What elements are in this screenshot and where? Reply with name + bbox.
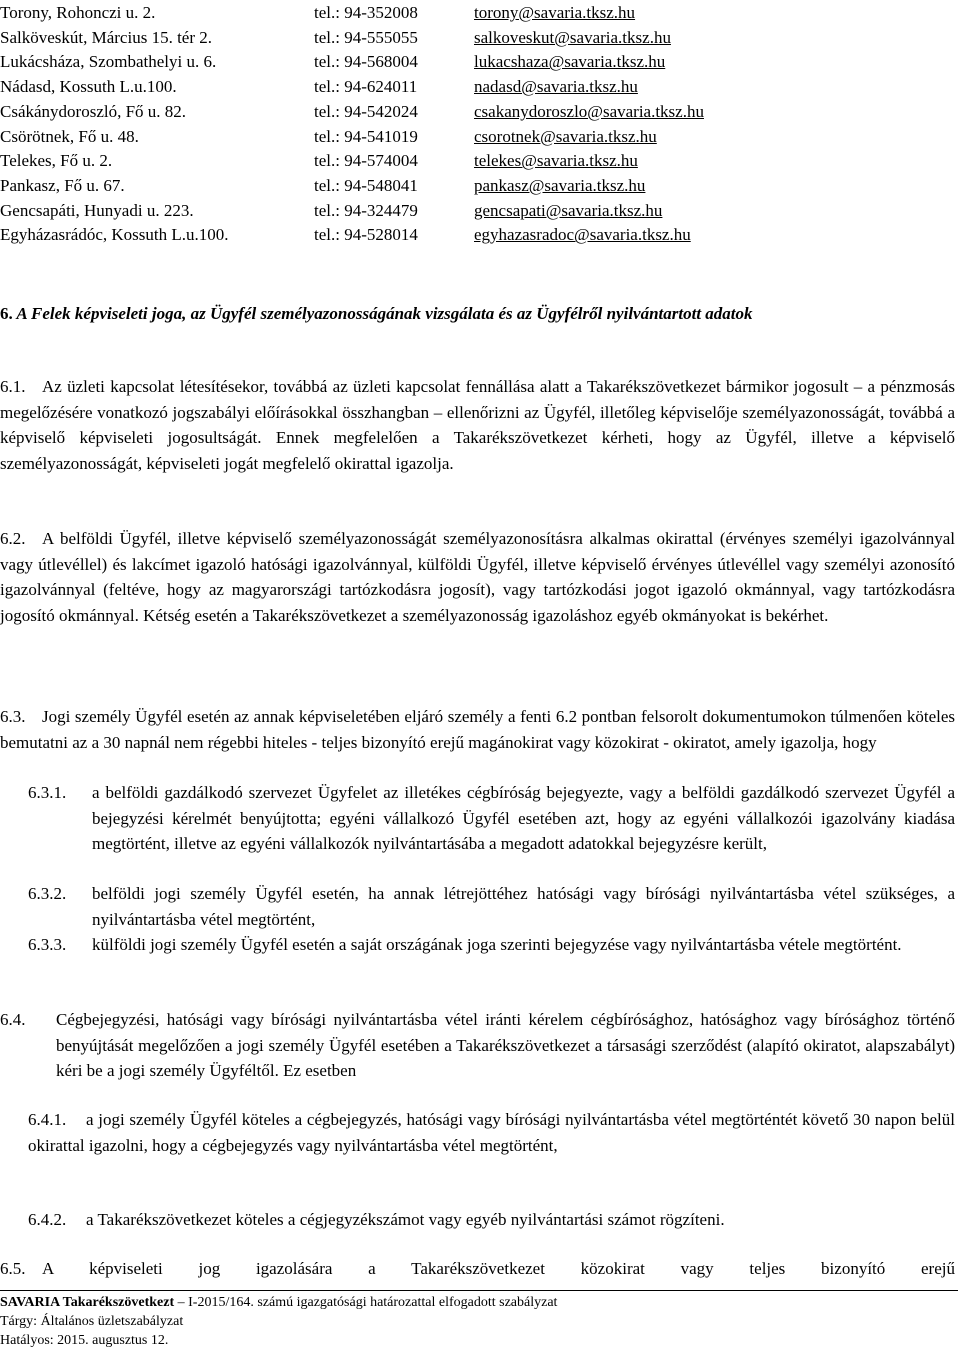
paragraph-number: 6.4. xyxy=(0,1010,26,1029)
paragraph-6-1 xyxy=(0,374,955,476)
page-footer xyxy=(0,1293,960,1350)
branch-email-link[interactable]: pankasz@savaria.tksz.hu xyxy=(474,175,646,195)
paragraph-number: 6.1. xyxy=(0,377,26,396)
section-title: A Felek képviseleti joga, az Ügyfél személyazonosságának vizsgálata és az Ügyfélről nyilvántartott adatok xyxy=(16,304,753,323)
branch-address: Pankasz, Fő u. 67. xyxy=(0,175,125,195)
branch-phone: tel.: 94-574004 xyxy=(314,151,418,171)
branch-phone: tel.: 94-324479 xyxy=(314,200,418,220)
paragraph-6-4-2 xyxy=(28,1207,955,1233)
paragraph-number: 6.3.2. xyxy=(28,884,67,903)
branch-email-link[interactable]: salkoveskut@savaria.tksz.hu xyxy=(474,27,671,47)
paragraph-6-3-3 xyxy=(28,932,955,958)
branch-address: Nádasd, Kossuth L.u.100. xyxy=(0,77,177,97)
branch-address: Csákánydoroszló, Fő u. 82. xyxy=(0,101,187,121)
branch-email-link[interactable]: gencsapati@savaria.tksz.hu xyxy=(474,200,663,220)
branch-phone: tel.: 94-548041 xyxy=(314,175,418,195)
branch-phone: tel.: 94-541019 xyxy=(314,126,418,146)
paragraph-6-3-1 xyxy=(28,780,955,857)
paragraph-6-2 xyxy=(0,526,955,628)
branch-phone: tel.: 94-542024 xyxy=(314,101,418,121)
section-heading xyxy=(0,302,955,326)
paragraph-number: 6.4.2. xyxy=(28,1210,67,1229)
branch-email-link[interactable]: egyhazasradoc@savaria.tksz.hu xyxy=(474,225,691,245)
paragraph-number: 6.4.1. xyxy=(28,1110,67,1129)
branch-phone: tel.: 94-555055 xyxy=(314,27,418,47)
paragraph-number: 6.3. xyxy=(0,707,26,726)
footer-subject: Tárgy: Általános üzletszabályzat xyxy=(0,1314,184,1329)
branch-address: Csörötnek, Fő u. 48. xyxy=(0,126,139,146)
branch-email-link[interactable]: csorotnek@savaria.tksz.hu xyxy=(474,126,657,146)
paragraph-text: Az üzleti kapcsolat létesítésekor, továbbá az üzleti kapcsolat fennállása alatt a Takarékszövetkezet bármikor jogosult – a pénzmosás megelőzésére vonatkozó jogszabályi előírásokkal összhangban – ellenőrizni az Ügyfél, illetőleg képviselője személyazonosságát, továbbá a képviselő képviseleti jogosultságát. Ennek megfelelően a Takarékszövetkezet kérheti, hogy az Ügyfél, illetve a képviselő személyazonosságát, képviseleti jogát megfelelő okirattal igazolja. xyxy=(0,377,955,473)
paragraph-number: 6.5. xyxy=(0,1259,26,1278)
paragraph-text: A belföldi Ügyfél, illetve képviselő személyazonosságát személyazonosításra alkalmas okirattal (érvényes személyi igazolvánnyal vagy útlevéllel) és lakcímet igazoló hatósági igazolvánnyal, külföldi Ügyfél, illetve képviselő érvényes útlevéllel vagy személyi azonosító igazolvánnyal (feltéve, hogy az magyarországi tartózkodásra jogosít), vagy tartózkodási jogot igazoló okmánnyal, vagy tartózkodásra jogosító okmánnyal. Kétség esetén a Takarékszövetkezet a személyazonosság igazoláshoz egyéb okmányokat is bekérhet. xyxy=(0,529,955,625)
branch-address: Gencsapáti, Hunyadi u. 223. xyxy=(0,200,194,220)
branch-address: Torony, Rohonczi u. 2. xyxy=(0,3,156,22)
paragraph-text: A képviseleti jog igazolására a Takarékszövetkezet közokirat vagy teljes bizonyító erejű xyxy=(42,1259,955,1278)
paragraph-6-4 xyxy=(0,1007,955,1084)
branch-phone: tel.: 94-624011 xyxy=(314,77,418,97)
branch-phone: tel.: 94-568004 xyxy=(314,52,418,72)
paragraph-text: a jogi személy Ügyfél köteles a cégbejegyzés, hatósági vagy bírósági nyilvántartásba vétel megtörténtét követő 30 napon belül okirattal igazolni, hogy a cégbejegyzés vagy nyilvántartásba vétel megtörtént, xyxy=(28,1110,955,1155)
paragraph-text: külföldi jogi személy Ügyfél esetén a saját országának joga szerinti bejegyzése vagy nyilvántartásba vétele megtörtént. xyxy=(92,935,902,954)
branch-email-link[interactable]: lukacshaza@savaria.tksz.hu xyxy=(474,52,666,72)
paragraph-text: belföldi jogi személy Ügyfél esetén, ha annak létrejöttéhez hatósági vagy bírósági nyilvántartásba vétel szükséges, a nyilvántartásba vétel megtörtént, xyxy=(92,884,955,929)
branch-email-link[interactable]: telekes@savaria.tksz.hu xyxy=(474,151,638,171)
branch-email-link[interactable]: torony@savaria.tksz.hu xyxy=(474,3,636,22)
footer-decision: – I-2015/164. számú igazgatósági határozattal elfogadott szabályzat xyxy=(174,1295,558,1310)
paragraph-6-3 xyxy=(0,704,955,755)
branch-address: Lukácsháza, Szombathelyi u. 6. xyxy=(0,52,217,72)
paragraph-number: 6.2. xyxy=(0,529,26,548)
footer-org: SAVARIA Takarékszövetkezt xyxy=(0,1295,175,1310)
paragraph-6-4-1 xyxy=(28,1107,955,1158)
paragraph-text: a belföldi gazdálkodó szervezet Ügyfelet az illetékes cégbíróság bejegyezte, vagy a belföldi gazdálkodó szervezet Ügyfél a bejegyzési kérelmét benyújtotta; egyéni vállalkozó Ügyfél esetében azt, hogy az egyéni vállalkozói igazolvány kiadása megtörtént, illetve az egyéni vállalkozók nyilvántartásába a megadott adatokkal bejegyzésre került, xyxy=(92,783,955,853)
branch-email-link[interactable]: nadasd@savaria.tksz.hu xyxy=(474,77,638,97)
footer-divider xyxy=(0,1290,958,1291)
paragraph-number: 6.3.3. xyxy=(28,935,67,954)
paragraph-6-5 xyxy=(0,1256,955,1282)
branch-address: Egyházasrádóc, Kossuth L.u.100. xyxy=(0,225,229,245)
paragraph-text: Cégbejegyzési, hatósági vagy bírósági nyilvántartásba vétel iránti kérelem cégbírósághoz, hatósághoz vagy bírósághoz történő benyújtását megelőzően a jogi személy Ügyfél esetében a Takarékszövetkezet a társasági szerződést (alapító okiratot, alapszabályt) kéri be a jogi személy Ügyféltől. Ez esetben xyxy=(56,1010,955,1080)
branch-phone: tel.: 94-352008 xyxy=(314,3,418,22)
paragraph-text: a Takarékszövetkezet köteles a cégjegyzékszámot vagy egyéb nyilvántartási számot rögzíteni. xyxy=(86,1210,725,1229)
branch-address: Salköveskút, Március 15. tér 2. xyxy=(0,27,212,47)
footer-org-line xyxy=(0,1293,960,1312)
branch-email-link[interactable]: csakanydoroszlo@savaria.tksz.hu xyxy=(474,101,704,121)
paragraph-6-3-2 xyxy=(28,881,955,932)
branch-address: Telekes, Fő u. 2. xyxy=(0,151,113,171)
footer-effective: Hatályos: 2015. augusztus 12. xyxy=(0,1333,169,1348)
paragraph-number: 6.3.1. xyxy=(28,783,67,802)
section-number: 6. xyxy=(0,304,13,323)
paragraph-text: Jogi személy Ügyfél esetén az annak képviseletében eljáró személy a fenti 6.2 pontban felsorolt dokumentumokon túlmenően köteles bemutatni az a 30 napnál nem régebbi hiteles - teljes bizonyító erejű magánokirat vagy közokirat - okiratot, amely igazolja, hogy xyxy=(0,707,955,752)
branch-phone: tel.: 94-528014 xyxy=(314,225,418,245)
